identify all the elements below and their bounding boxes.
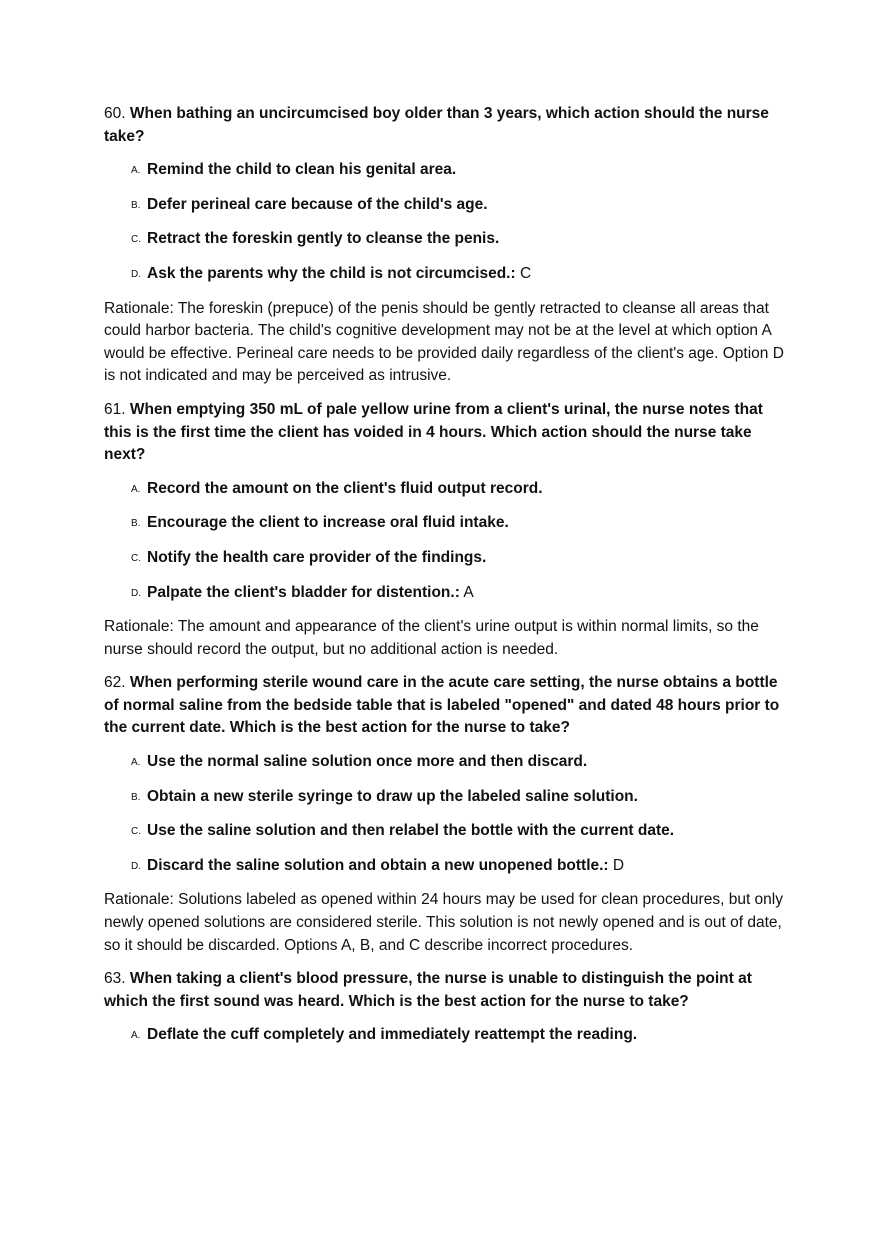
question-number: 61. [104, 400, 126, 418]
option-d [104, 855, 784, 878]
option-text: Encourage the client to increase oral fluid intake. [147, 514, 509, 532]
option-letter: C. [131, 826, 141, 838]
rationale: Rationale: Solutions labeled as opened within 24 hours may be used for clean procedures, but only newly opened solutions are considered sterile. This solution is not newly opened and is out of date, so it should be discarded. Options A, B, and C describe incorrect procedures. [104, 891, 783, 954]
option-list [104, 478, 784, 604]
option-letter: D. [131, 268, 141, 280]
option-text: Remind the child to clean his genital area. [147, 161, 457, 179]
option-a [104, 1024, 784, 1047]
option-letter: A. [131, 483, 141, 495]
option-text: Notify the health care provider of the findings. [147, 548, 487, 566]
document-content [104, 103, 784, 1059]
option-letter: A. [131, 757, 141, 769]
option-text: Obtain a new sterile syringe to draw up the labeled saline solution. [147, 787, 638, 805]
question-number: 63. [104, 970, 126, 988]
option-text: Deflate the cuff completely and immediately reattempt the reading. [147, 1026, 638, 1044]
option-a [104, 159, 784, 182]
option-c [104, 547, 784, 570]
option-list [104, 159, 784, 285]
option-list [104, 751, 784, 877]
question-62 [104, 672, 784, 740]
answer-key: D [608, 856, 625, 874]
option-c [104, 820, 784, 843]
answer-key: A [459, 583, 474, 601]
option-c [104, 228, 784, 251]
option-text: Use the normal saline solution once more and then discard. [147, 753, 588, 771]
option-d [104, 263, 784, 286]
option-text: Record the amount on the client's fluid output record. [147, 479, 543, 497]
question-text: When emptying 350 mL of pale yellow urine from a client's urinal, the nurse notes that this is the first time the client has voided in 4 hours. Which action should the nurse take next? [104, 400, 763, 464]
option-d [104, 582, 784, 605]
option-b [104, 786, 784, 809]
option-letter: B. [131, 518, 141, 530]
option-a [104, 478, 784, 501]
option-letter: D. [131, 860, 141, 872]
rationale: Rationale: The foreskin (prepuce) of the penis should be gently retracted to cleanse all areas that could harbor bacteria. The child's cognitive development may not be at the level at which option A would be effective. Perineal care needs to be provided daily regardless of the client's age. Option D is not indicated and may be perceived as intrusive. [104, 299, 784, 385]
option-letter: D. [131, 587, 141, 599]
option-list [104, 1024, 784, 1047]
option-letter: A. [131, 1030, 141, 1042]
option-a [104, 751, 784, 774]
option-b [104, 512, 784, 535]
question-text: When taking a client's blood pressure, the nurse is unable to distinguish the point at which the first sound was heard. Which is the best action for the nurse to take? [104, 970, 752, 1010]
question-text: When bathing an uncircumcised boy older than 3 years, which action should the nurse take? [104, 105, 769, 145]
option-text: Discard the saline solution and obtain a new unopened bottle.: [147, 856, 609, 874]
option-letter: A. [131, 165, 141, 177]
option-text: Retract the foreskin gently to cleanse the penis. [147, 230, 500, 248]
question-63 [104, 968, 784, 1013]
option-text: Defer perineal care because of the child's age. [147, 195, 488, 213]
question-61 [104, 399, 784, 467]
question-number: 62. [104, 674, 126, 692]
option-letter: C. [131, 552, 141, 564]
option-text: Ask the parents why the child is not circumcised.: [147, 264, 516, 282]
answer-key: C [515, 264, 532, 282]
option-letter: C. [131, 234, 141, 246]
option-b [104, 194, 784, 217]
question-number: 60. [104, 105, 126, 122]
rationale: Rationale: The amount and appearance of the client's urine output is within normal limits, so the nurse should record the output, but no additional action is needed. [104, 618, 759, 658]
option-letter: B. [131, 791, 141, 803]
option-letter: B. [131, 199, 141, 211]
option-text: Use the saline solution and then relabel the bottle with the current date. [147, 822, 675, 840]
option-text: Palpate the client's bladder for distention.: [147, 583, 460, 601]
question-text: When performing sterile wound care in the acute care setting, the nurse obtains a bottle of normal saline from the bedside table that is labeled "opened" and dated 48 hours prior to the current date. Which is the best action for the nurse to take? [104, 674, 780, 737]
question-60 [104, 103, 784, 148]
